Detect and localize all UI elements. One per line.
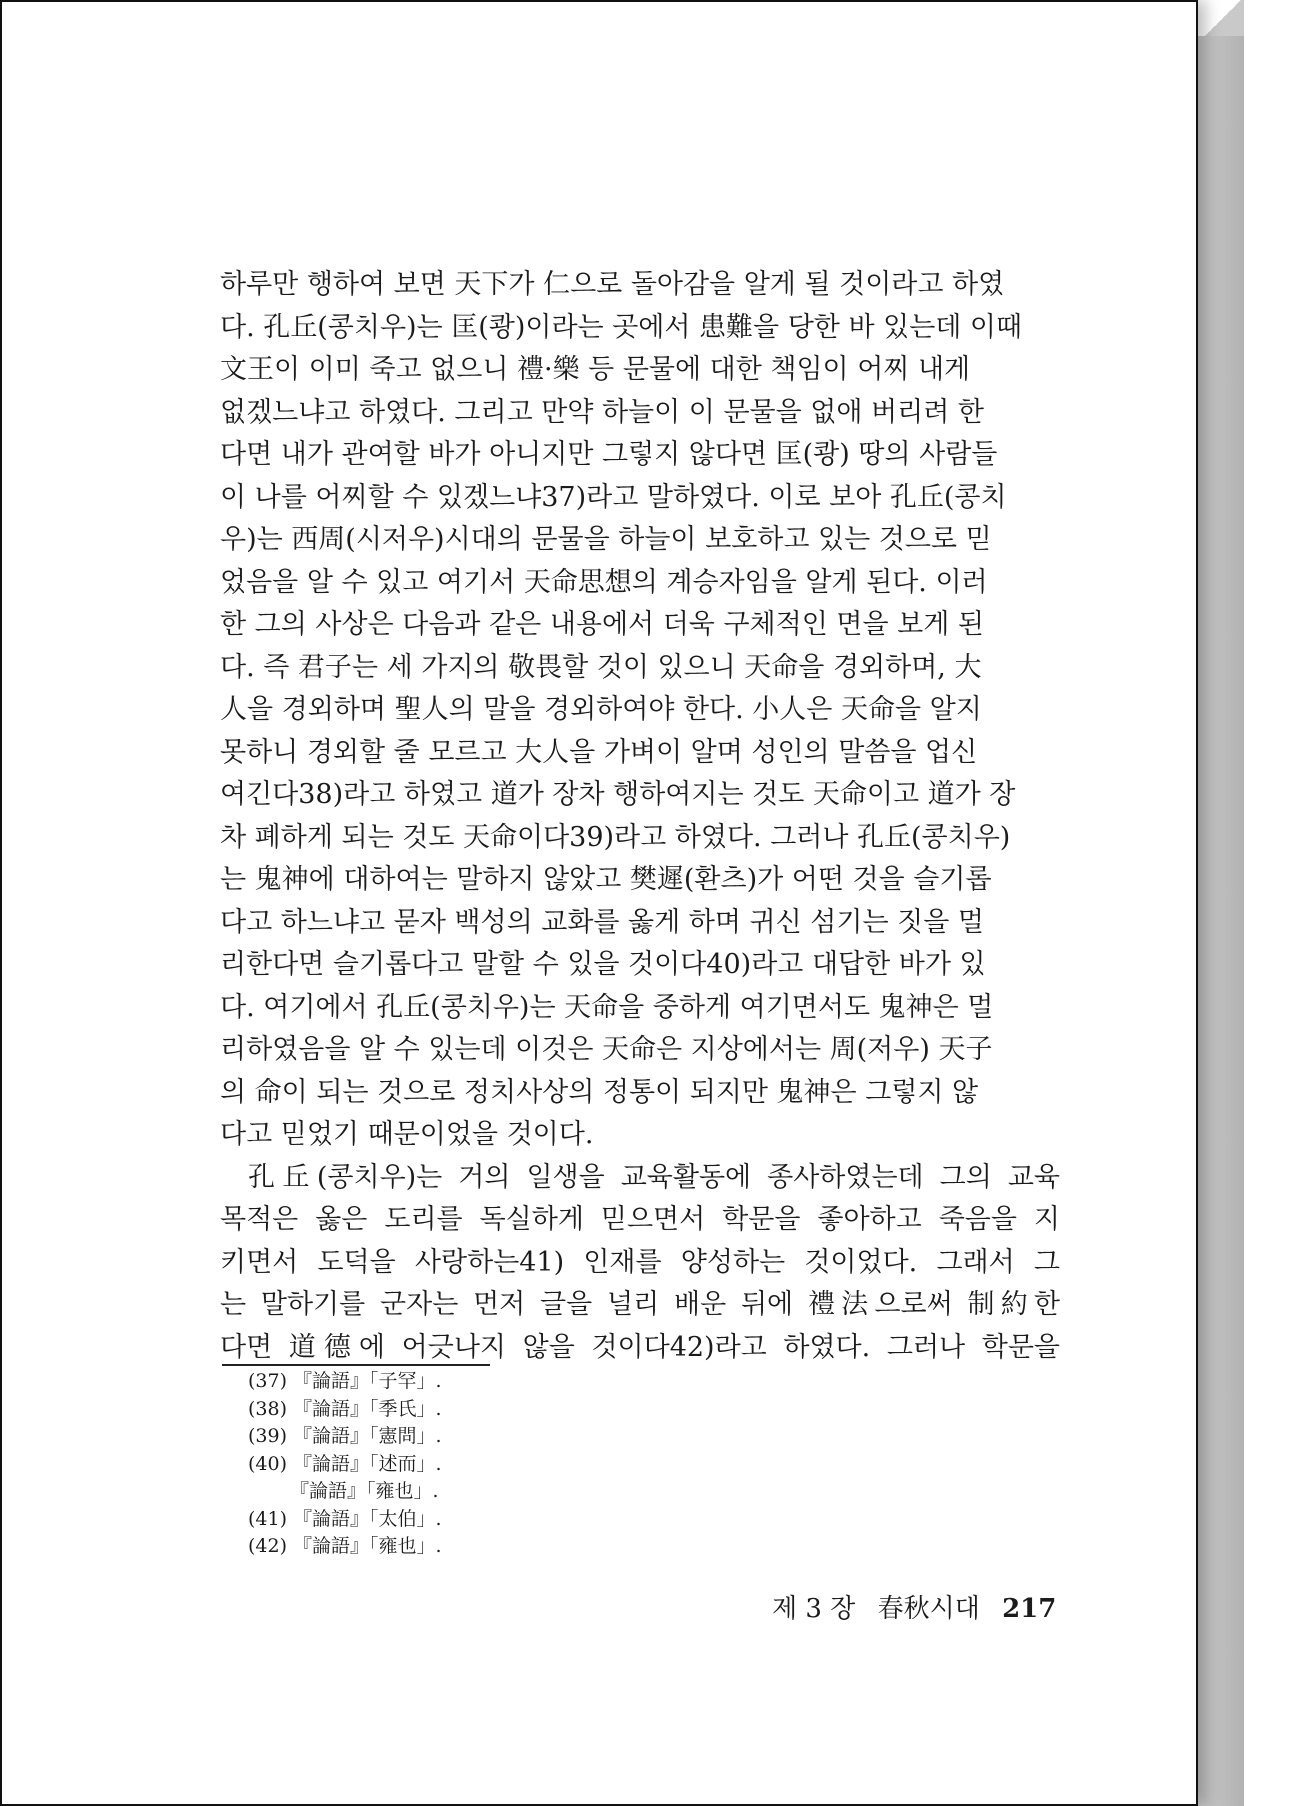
running-footer — [772, 1588, 1072, 1625]
body-text — [220, 264, 1060, 1369]
text-line: 는 鬼神에 대하여는 말하지 않았고 樊遲(환츠)가 어떤 것을 슬기롭 — [220, 864, 992, 895]
text-line: 다. 孔丘(콩치우)는 匡(쾅)이라는 곳에서 患難을 당한 바 있는데 이때 — [220, 311, 1023, 343]
footnote-41: (41) 『論語』「太伯」. — [248, 1507, 442, 1530]
text-line: 키면서 도덕을 사랑하는41) 인재를 양성하는 것이었다. 그래서 그 — [220, 1246, 1060, 1278]
book-edge-top — [1198, 0, 1244, 40]
text-line: 리한다면 슬기롭다고 말할 수 있을 것이다40)라고 대답한 바가 있 — [220, 949, 986, 980]
text-line: 하루만 행하여 보면 天下가 仁으로 돌아감을 알게 될 것이라고 하였 — [220, 269, 1005, 300]
text-line: 는 말하기를 군자는 먼저 글을 널리 배운 뒤에 禮法으로써 制約한 — [220, 1289, 1060, 1320]
text-line: 人을 경외하며 聖人의 말을 경외하여야 한다. 小人은 天命을 알지 — [220, 694, 982, 725]
footnote-42: (42) 『論語』「雍也」. — [248, 1535, 442, 1557]
text-line: 의 命이 되는 것으로 정치사상의 정통이 되지만 鬼神은 그렇지 않 — [220, 1076, 979, 1108]
footnote-divider — [222, 1364, 490, 1366]
text-line: 다면 내가 관여할 바가 아니지만 그렇지 않다면 匡(쾅) 땅의 사람들 — [220, 439, 998, 470]
text-line: 한 그의 사상은 다음과 같은 내용에서 더욱 구체적인 면을 보게 된 — [220, 609, 984, 640]
text-line: 차 폐하게 되는 것도 天命이다39)라고 하였다. 그러나 孔丘(콩치우) — [220, 821, 1011, 853]
text-line: 孔丘(콩치우)는 거의 일생을 교육활동에 종사하였는데 그의 교육 — [248, 1161, 1060, 1193]
paragraph-1 — [220, 264, 1060, 1157]
footnote-37: (37) 『論語』「子罕」. — [248, 1370, 442, 1392]
text-line: 다. 즉 君子는 세 가지의 敬畏할 것이 있으니 天命을 경외하며, 大 — [220, 651, 982, 683]
footnote-40: (40) 『論語』「述而」. — [248, 1452, 442, 1475]
page-number: 217 — [1002, 1594, 1057, 1624]
footnote-38: (38) 『論語』「季氏」. — [248, 1397, 442, 1420]
text-line: 다면 道德에 어긋나지 않을 것이다42)라고 하였다. 그러나 학문을 — [220, 1331, 1060, 1363]
text-line: 목적은 옳은 도리를 독실하게 믿으면서 학문을 좋아하고 죽음을 지 — [220, 1204, 1060, 1235]
text-line: 었음을 알 수 있고 여기서 天命思想의 계승자임을 알게 된다. 이러 — [220, 566, 988, 598]
paragraph-2 — [220, 1157, 1060, 1370]
text-line: 없겠느냐고 하였다. 그리고 만약 하늘이 이 문물을 없애 버리려 한 — [220, 396, 984, 428]
text-line: 다고 믿었기 때문이었을 것이다. — [220, 1119, 594, 1150]
text-line: 리하였음을 알 수 있는데 이것은 天命은 지상에서는 周(저우) 天子 — [220, 1034, 993, 1065]
text-line: 다. 여기에서 孔丘(콩치우)는 天命을 중하게 여기면서도 鬼神은 멀 — [220, 991, 994, 1023]
chapter-title: 春秋시대 — [877, 1594, 980, 1624]
text-line: 文王이 이미 죽고 없으니 禮·樂 등 문물에 대한 책임이 어찌 내게 — [220, 354, 971, 385]
text-line: 다고 하느냐고 묻자 백성의 교화를 옳게 하며 귀신 섬기는 짓을 멀 — [220, 906, 984, 938]
footnote-39: (39) 『論語』「憲問」. — [248, 1425, 442, 1447]
book-page-stack-edge — [1198, 36, 1244, 1806]
text-line: 우)는 西周(시저우)시대의 문물을 하늘이 보호하고 있는 것으로 믿 — [220, 524, 992, 555]
text-line: 못하니 경외할 줄 모르고 大人을 가벼이 알며 성인의 말씀을 업신 — [220, 736, 978, 768]
footnote-40-continued: 『論語』「雍也」. — [290, 1480, 439, 1502]
text-line: 여긴다38)라고 하였고 道가 장차 행하여지는 것도 天命이고 道가 장 — [220, 779, 1016, 810]
chapter-label: 제 3 장 — [772, 1594, 856, 1624]
footnotes — [248, 1368, 648, 1561]
text-line: 이 나를 어찌할 수 있겠느냐37)라고 말하였다. 이로 보아 孔丘(콩치 — [220, 481, 1007, 513]
